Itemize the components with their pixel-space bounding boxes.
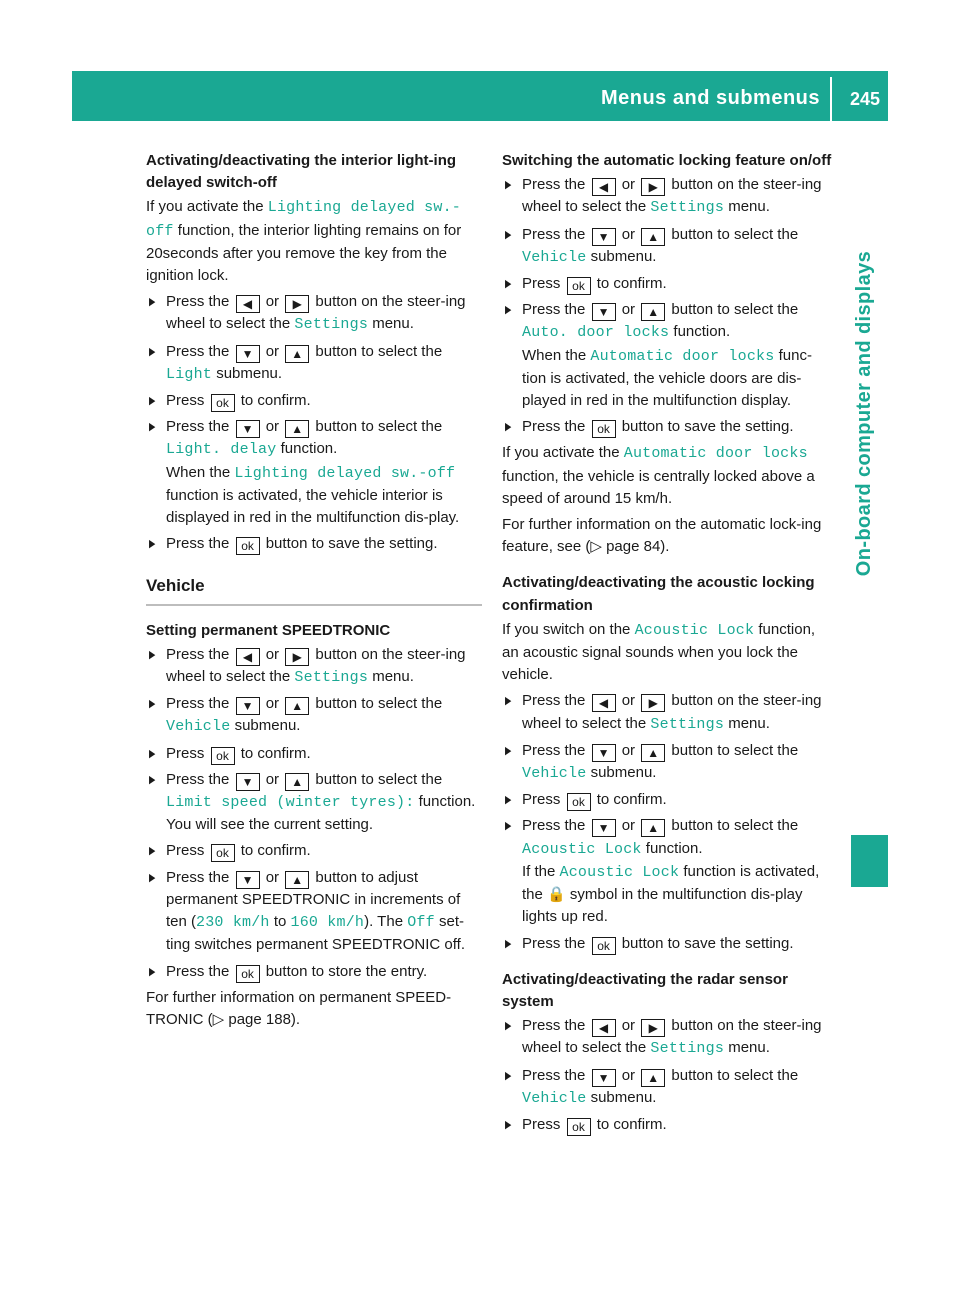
- step: [146, 693, 482, 738]
- side-tab-label: On-board computer and displays: [853, 250, 876, 577]
- text: Press the: [522, 817, 586, 835]
- text: Press the: [522, 741, 586, 759]
- text: button on the steer-ing wheel to select the: [522, 176, 822, 216]
- ok-key-icon: ok: [211, 747, 235, 765]
- text: to confirm.: [596, 791, 667, 809]
- text: When the: [166, 463, 231, 481]
- step: [502, 174, 834, 219]
- display-code: Vehicle: [522, 1089, 587, 1107]
- lock-icon: 🔒: [547, 886, 566, 904]
- ok-key-icon: ok: [236, 537, 260, 555]
- step: [146, 840, 482, 862]
- text: Press the: [166, 645, 230, 663]
- auto-lock-further: For further information on the automatic lock-ing feature, see (▷ page 84).: [502, 516, 822, 556]
- interior-steps: [146, 291, 482, 555]
- ok-key-icon: ok: [567, 1118, 591, 1136]
- text: button on the steer-ing wheel to select the: [166, 645, 466, 686]
- display-code: Vehicle: [522, 765, 587, 783]
- display-code: Settings: [650, 199, 725, 217]
- text: or: [621, 1066, 636, 1084]
- acoustic-steps: [502, 690, 834, 954]
- text: Press the: [166, 868, 230, 886]
- step: [502, 273, 834, 295]
- page-number: 245: [849, 89, 880, 109]
- down-arrow-key-icon: ▼: [236, 697, 260, 715]
- text: to confirm.: [240, 842, 311, 860]
- speedtronic-steps: [146, 644, 482, 983]
- text: function is activated, the: [522, 862, 820, 904]
- right-arrow-key-icon: ▶: [285, 648, 309, 666]
- text: If the: [522, 862, 556, 880]
- page-header: [72, 71, 888, 121]
- step: [502, 1065, 834, 1110]
- text: or: [265, 418, 280, 436]
- step: [502, 224, 834, 269]
- text: submenu.: [590, 764, 657, 782]
- text: Press the: [166, 293, 230, 311]
- step: [146, 291, 482, 336]
- text: to: [273, 913, 287, 931]
- display-code: Light: [166, 365, 213, 383]
- text: Press: [522, 275, 561, 293]
- left-arrow-key-icon: ◀: [592, 694, 616, 712]
- left-arrow-key-icon: ◀: [236, 295, 260, 313]
- step: [146, 416, 482, 529]
- ok-key-icon: ok: [592, 937, 616, 955]
- step: [502, 690, 834, 735]
- step: [146, 961, 482, 983]
- text: ). The: [364, 913, 404, 931]
- left-column: [146, 150, 482, 1035]
- text: function.: [280, 440, 338, 458]
- display-code: Acoustic Lock: [634, 621, 755, 639]
- text: Press the: [166, 962, 230, 980]
- display-code: Auto. door locks: [522, 324, 670, 342]
- display-code: 160 km/h: [290, 914, 365, 932]
- step: [146, 644, 482, 689]
- display-code: Lighting delayed sw.-off: [146, 199, 461, 240]
- display-code: Acoustic Lock: [559, 863, 680, 881]
- text: button to select the: [315, 770, 443, 788]
- interior-intro: [146, 196, 482, 287]
- text: button on the steer-ing wheel to select the: [522, 692, 822, 732]
- up-arrow-key-icon: ▲: [641, 1069, 665, 1087]
- radar-steps: [502, 1015, 834, 1136]
- down-arrow-key-icon: ▼: [592, 819, 616, 837]
- text: symbol in the multifunction dis-play lights up red.: [522, 886, 803, 926]
- auto-lock-note: [502, 442, 834, 510]
- display-code: Settings: [650, 1040, 725, 1058]
- text: Press the: [522, 301, 586, 319]
- text: or: [621, 817, 636, 835]
- step: [502, 815, 834, 928]
- display-code: Settings: [294, 316, 369, 334]
- auto-lock-heading: Switching the automatic locking feature on/off: [502, 152, 832, 169]
- text: submenu.: [234, 717, 301, 735]
- ok-key-icon: ok: [592, 420, 616, 438]
- down-arrow-key-icon: ▼: [236, 871, 260, 889]
- up-arrow-key-icon: ▲: [285, 871, 309, 889]
- step: [502, 416, 834, 438]
- step: [502, 1015, 834, 1060]
- right-column: [502, 150, 834, 1140]
- ok-key-icon: ok: [567, 277, 591, 295]
- down-arrow-key-icon: ▼: [592, 1069, 616, 1087]
- text: button to save the setting.: [621, 418, 794, 436]
- text: or: [621, 692, 636, 710]
- text: If you activate the: [502, 444, 620, 462]
- display-code: Acoustic Lock: [522, 840, 642, 858]
- text: or: [265, 342, 280, 360]
- text: or: [265, 770, 280, 788]
- text: or: [265, 645, 280, 663]
- text: function.: [645, 839, 703, 857]
- display-code: Lighting delayed sw.-off: [234, 464, 456, 482]
- text: button to save the setting.: [265, 535, 438, 553]
- text: Press the: [522, 934, 586, 952]
- step: [502, 299, 834, 412]
- text: Press the: [166, 695, 230, 713]
- display-code: Automatic door locks: [623, 445, 808, 463]
- text: menu.: [728, 1039, 770, 1057]
- up-arrow-key-icon: ▲: [641, 228, 665, 246]
- text: button to store the entry.: [265, 962, 428, 980]
- text: Press: [166, 842, 205, 860]
- acoustic-heading: Activating/deactivating the acoustic locking confirmation: [502, 574, 815, 614]
- text: Press the: [522, 418, 586, 436]
- text: If you activate the: [146, 198, 264, 216]
- right-arrow-key-icon: ▶: [641, 1019, 665, 1037]
- text: button on the steer-ing wheel to select the: [166, 293, 466, 333]
- text: submenu.: [216, 364, 283, 382]
- step: [146, 533, 482, 555]
- text: button to select the: [315, 695, 443, 713]
- step: [502, 1114, 834, 1136]
- down-arrow-key-icon: ▼: [592, 303, 616, 321]
- text: submenu.: [590, 247, 657, 265]
- text: Press: [166, 392, 205, 410]
- display-code: Off: [407, 914, 435, 932]
- up-arrow-key-icon: ▲: [285, 697, 309, 715]
- text: Press: [522, 791, 561, 809]
- text: button to select the: [315, 418, 443, 436]
- display-code: Limit speed (winter tyres):: [166, 794, 415, 812]
- auto-lock-steps: [502, 174, 834, 438]
- display-code: Settings: [650, 715, 725, 733]
- text: Press the: [166, 770, 230, 788]
- display-code: Automatic door locks: [590, 347, 775, 365]
- left-arrow-key-icon: ◀: [592, 178, 616, 196]
- text: function.: [673, 323, 731, 341]
- text: or: [265, 868, 280, 886]
- text: Press the: [522, 1066, 586, 1084]
- text: When the: [522, 346, 587, 364]
- ok-key-icon: ok: [211, 844, 235, 862]
- up-arrow-key-icon: ▲: [285, 773, 309, 791]
- text: Press the: [166, 342, 230, 360]
- down-arrow-key-icon: ▼: [592, 228, 616, 246]
- step: [502, 933, 834, 955]
- display-code: Vehicle: [166, 718, 231, 736]
- text: button to select the: [671, 817, 799, 835]
- text: button to save the setting.: [621, 934, 794, 952]
- display-code: Settings: [294, 669, 369, 687]
- right-arrow-key-icon: ▶: [641, 694, 665, 712]
- display-code: Vehicle: [522, 248, 587, 266]
- text: menu.: [372, 315, 414, 333]
- text: function.: [418, 793, 476, 811]
- display-code: Light. delay: [166, 441, 277, 459]
- text: Press the: [522, 1017, 586, 1035]
- text: menu.: [728, 198, 770, 216]
- up-arrow-key-icon: ▲: [641, 303, 665, 321]
- text: function, the vehicle is centrally locked above a speed of around 15 km/h.: [502, 467, 815, 507]
- left-arrow-key-icon: ◀: [592, 1019, 616, 1037]
- text: button to select the: [671, 1066, 799, 1084]
- step: [146, 743, 482, 765]
- radar-heading: Activating/deactivating the radar sensor system: [502, 970, 788, 1010]
- up-arrow-key-icon: ▲: [285, 345, 309, 363]
- acoustic-intro: [502, 619, 834, 687]
- step: [502, 740, 834, 785]
- text: Press the: [522, 176, 586, 194]
- text: Press: [166, 744, 205, 762]
- text: button to select the: [671, 301, 799, 319]
- display-code: 230 km/h: [196, 914, 270, 932]
- text: Press the: [522, 692, 586, 710]
- text: to confirm.: [596, 275, 667, 293]
- text: to confirm.: [240, 744, 311, 762]
- step: [502, 789, 834, 811]
- ok-key-icon: ok: [567, 793, 591, 811]
- side-marker: [851, 835, 888, 887]
- text: or: [265, 695, 280, 713]
- left-arrow-key-icon: ◀: [236, 648, 260, 666]
- text: menu.: [372, 668, 414, 686]
- text: to confirm.: [240, 392, 311, 410]
- text: button to select the: [315, 342, 443, 360]
- text: submenu.: [590, 1088, 657, 1106]
- text: to confirm.: [596, 1115, 667, 1133]
- text: or: [621, 225, 636, 243]
- text: function is activated, the vehicle interior is displayed in red in the multifunction dis-play.: [166, 486, 460, 527]
- text: function, the interior lighting remains on for 20seconds after you remove the key from the ignition lock.: [146, 221, 462, 285]
- speedtronic-further: For further information on permanent SPEED-TRONIC (▷ page 188).: [146, 988, 452, 1028]
- text: Press: [522, 1115, 561, 1133]
- text: Press the: [166, 535, 230, 553]
- text: If you switch on the: [502, 620, 631, 638]
- step: [146, 341, 482, 386]
- text: or: [621, 741, 636, 759]
- ok-key-icon: ok: [236, 965, 260, 983]
- text: or: [621, 176, 636, 194]
- chapter-title: Menus and submenus: [600, 87, 820, 109]
- text: Press the: [522, 225, 586, 243]
- text: button to select the: [671, 225, 799, 243]
- header-divider: [830, 77, 832, 121]
- speedtronic-heading: Setting permanent SPEEDTRONIC: [146, 621, 391, 639]
- text: menu.: [728, 714, 770, 732]
- up-arrow-key-icon: ▲: [641, 744, 665, 762]
- step: [146, 390, 482, 412]
- up-arrow-key-icon: ▲: [285, 420, 309, 438]
- step: [146, 769, 482, 837]
- down-arrow-key-icon: ▼: [236, 420, 260, 438]
- right-arrow-key-icon: ▶: [285, 295, 309, 313]
- text: function, an acoustic signal sounds when you lock the vehicle.: [502, 620, 816, 684]
- text: You will see the current setting.: [166, 816, 374, 834]
- ok-key-icon: ok: [211, 394, 235, 412]
- down-arrow-key-icon: ▼: [592, 744, 616, 762]
- down-arrow-key-icon: ▼: [236, 773, 260, 791]
- text: Press the: [166, 418, 230, 436]
- text: set-ting switches permanent SPEEDTRONIC off.: [166, 913, 466, 954]
- text: or: [621, 1017, 636, 1035]
- text: func-tion is activated, the vehicle doors are dis-played in red in the multifunction display.: [522, 346, 812, 410]
- text: or: [621, 301, 636, 319]
- text: button on the steer-ing wheel to select the: [522, 1017, 822, 1057]
- down-arrow-key-icon: ▼: [236, 345, 260, 363]
- text: button to adjust permanent SPEEDTRONIC in increments of ten (: [166, 868, 461, 931]
- up-arrow-key-icon: ▲: [641, 819, 665, 837]
- interior-heading: Activating/deactivating the interior light-ing delayed switch-off: [146, 152, 457, 192]
- side-tab: [843, 131, 887, 696]
- step: [146, 867, 482, 957]
- right-arrow-key-icon: ▶: [641, 178, 665, 196]
- text: or: [265, 293, 280, 311]
- text: button to select the: [671, 741, 799, 759]
- section-heading-vehicle: Vehicle: [146, 575, 482, 605]
